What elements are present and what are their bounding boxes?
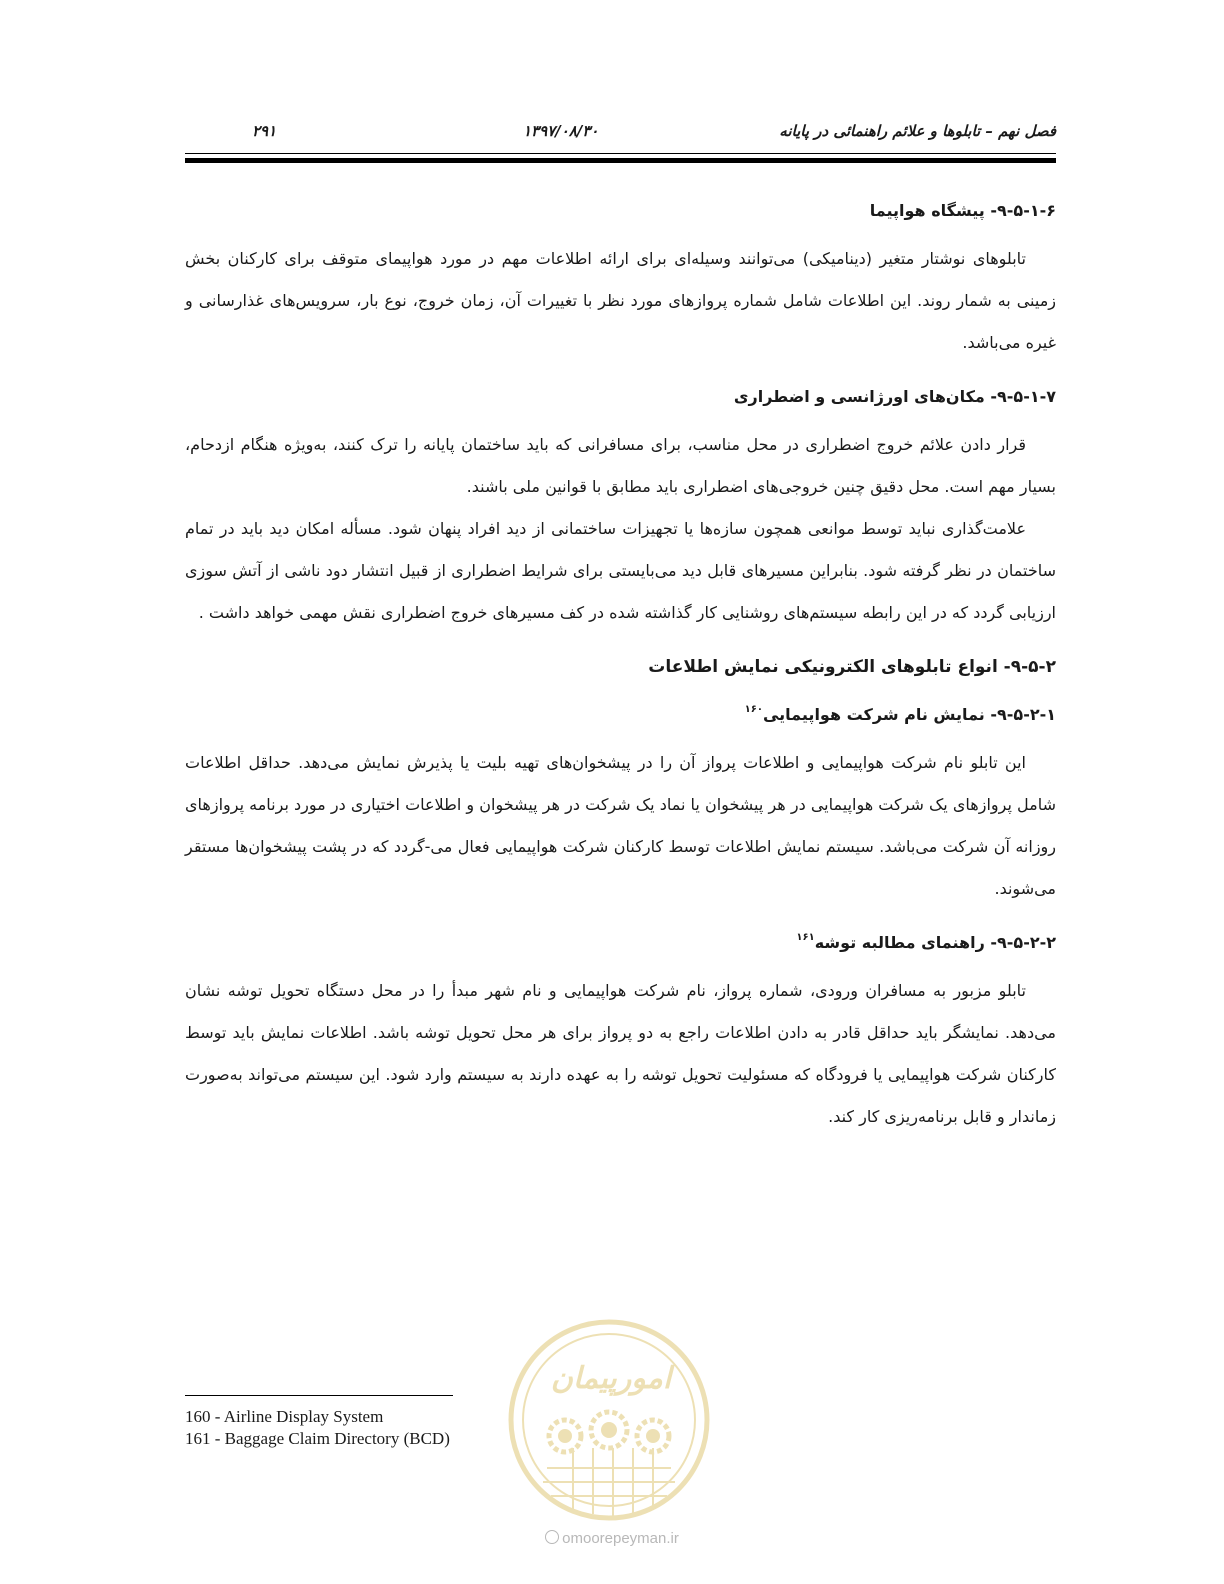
paragraph: این تابلو نام شرکت هواپیمایی و اطلاعات پرواز آن را در پیشخوان‌های تهیه بلیت یا پذیرش نمایش می‌دهد. حداقل اطلاعات شامل پروازهای یک شرکت هواپیمایی در هر پیشخوان یا نماد یک شرکت در هر پیشخوان و اطلاعات اختیاری در مورد برنامه پروازهای روزانه آن شرکت می‌باشد. سیستم نمایش اطلاعات توسط کارکنان شرکت هواپیمایی فعال می-گردد که در پشت پیشخوان‌ها مستقر می‌شوند. bbox=[185, 753, 1056, 898]
site-text: omoorepeyman.ir bbox=[562, 1530, 679, 1547]
paragraph: علامت‌گذاری نباید توسط موانعی همچون سازه‌ها یا تجهیزات ساختمانی از دید افراد پنهان شود. مسأله امکان دید باید در تمام ساختمان در نظر گرفته شود. بنابراین مسیرهای قابل دید می‌بایستی برای شرایط اضطراری از قبیل انتشار دود ناشی از آتش سوزی ارزیابی گردد که در این رابطه سیستم‌های روشنایی کار گذاشته شده در کف مسیرهای خروج اضطراری نقش مهمی خواهد داشت . bbox=[185, 519, 1056, 622]
footnotes bbox=[185, 1406, 605, 1450]
running-header bbox=[185, 118, 1056, 148]
footnote-separator bbox=[185, 1395, 453, 1396]
heading-text: ۹-۵-۲-۲- راهنمای مطالبه توشه bbox=[814, 933, 1056, 952]
footnote-160: 160 - Airline Display System bbox=[185, 1407, 384, 1426]
section-heading-emergency bbox=[185, 382, 1056, 412]
seal-lettering: امورپیمان bbox=[550, 1361, 672, 1396]
section-heading-aircraft-stand bbox=[185, 196, 1056, 226]
section-heading-airline-display bbox=[185, 700, 1056, 730]
page-number: ۲۹۱ bbox=[252, 122, 277, 140]
watermark-site bbox=[510, 1530, 714, 1547]
footnote-ref[interactable]: ۱۶۱ bbox=[796, 932, 815, 943]
heading-text: ۹-۵-۲-۱- نمایش نام شرکت هواپیمایی bbox=[762, 705, 1056, 724]
paragraph: تابلوهای نوشتار متغیر (دینامیکی) می‌توانند وسیله‌ای برای ارائه اطلاعات مهم در مورد هواپیمای متوقف برای کارکنان بخش زمینی به شمار روند. این اطلاعات شامل شماره پروازهای مورد نظر با تغییرات آن، زمان خروج، نوع بار، سرویس‌های غذارسانی و غیره می‌باشد. bbox=[185, 249, 1056, 352]
header-rule-thick bbox=[185, 158, 1056, 163]
footnote-161: 161 - Baggage Claim Directory (BCD) bbox=[185, 1429, 450, 1448]
page-body bbox=[185, 196, 1056, 1138]
paragraph: قرار دادن علائم خروج اضطراری در محل مناسب، برای مسافرانی که باید ساختمان پایانه را ترک کنند، به‌ویژه هنگام ازدحام، بسیار مهم است. محل دقیق چنین خروجی‌های اضطراری باید مطابق با قوانین ملی باشند. bbox=[185, 435, 1056, 496]
at-sign-icon bbox=[545, 1530, 559, 1544]
chapter-title: فصل نهم – تابلوها و علائم راهنمائی در پایانه bbox=[779, 122, 1056, 140]
heading-text: ۹-۵-۱-۷- مکان‌های اورژانسی و اضطراری bbox=[733, 387, 1056, 406]
heading-text: ۹-۵-۱-۶- پیشگاه هواپیما bbox=[869, 201, 1056, 220]
heading-text: ۹-۵-۲- انواع تابلوهای الکترونیکی نمایش اطلاعات bbox=[648, 657, 1056, 677]
section-heading-baggage-claim bbox=[185, 928, 1056, 958]
paragraph: تابلو مزبور به مسافران ورودی، شماره پرواز، نام شرکت هواپیمایی و نام شهر مبدأ را در محل دستگاه تحویل توشه نشان می‌دهد. نمایشگر باید حداقل قادر به دادن اطلاعات راجع به دو پرواز برای هر محل تحویل توشه باشد. اطلاعات نمایش باید توسط کارکنان شرکت هواپیمایی یا فرودگاه که مسئولیت تحویل توشه را به عهده دارند به سیستم وارد شود. این سیستم می‌تواند به‌صورت زماندار و قابل برنامه‌ریزی کار کند. bbox=[185, 981, 1056, 1126]
section-heading-display-types bbox=[185, 652, 1056, 682]
header-rule-thin bbox=[185, 153, 1056, 154]
footnote-ref[interactable]: ۱۶۰ bbox=[744, 704, 763, 715]
header-date: ۱۳۹۷/۰۸/۳۰ bbox=[523, 122, 599, 140]
